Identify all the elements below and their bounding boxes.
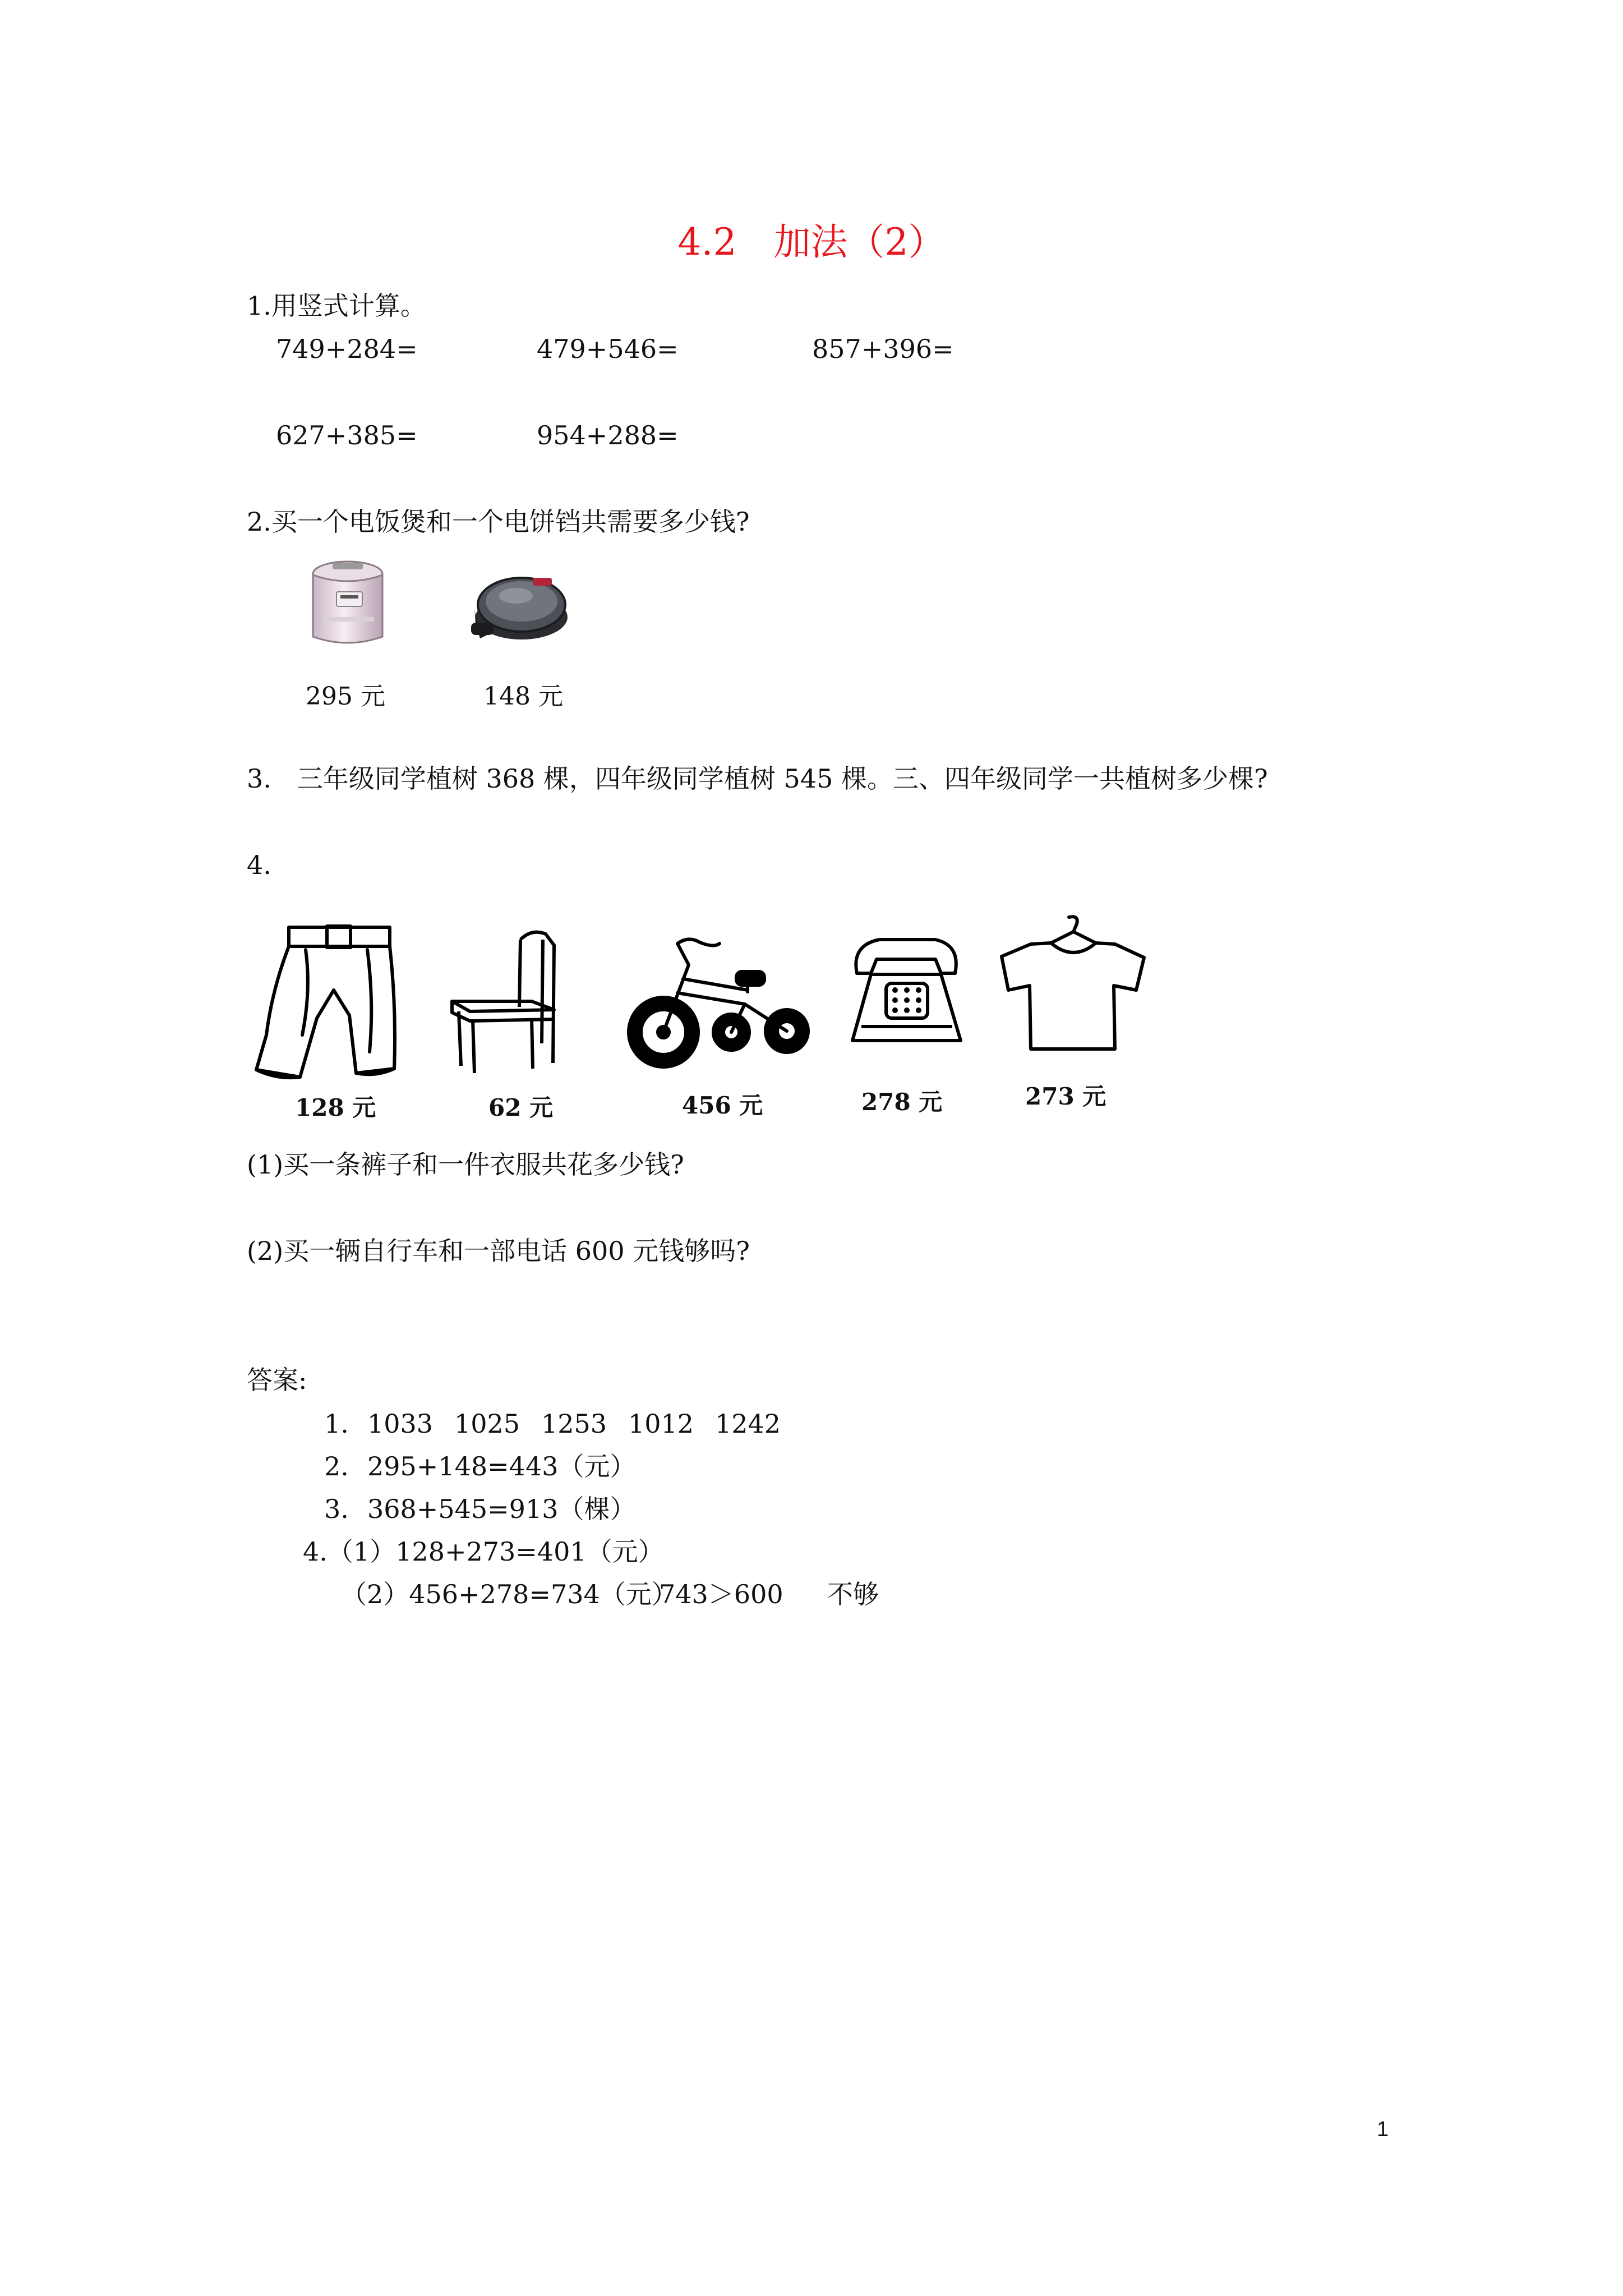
answer-4-2-comparison: 743＞600 [659,1579,783,1609]
answer-1-value: 1033 [367,1409,434,1439]
answer-4-2-result: 不够 [827,1579,879,1609]
page-number: 1 [1377,2118,1389,2141]
answer-1-value: 1012 [628,1409,694,1439]
telephone-icon [846,934,966,1049]
page-title: 4.2 加法（2） [677,220,946,264]
answer-3: 368+545=913（棵） [367,1494,636,1524]
pants-icon [250,923,401,1085]
q2-price-griddle: 148 元 [483,682,563,711]
q1-heading: 1.用竖式计算。 [247,291,426,321]
q4-sub-question-1: (1)买一条裤子和一件衣服共花多少钱? [247,1149,684,1180]
q4-price-pants: 128 元 [295,1094,376,1121]
tricycle-icon [621,931,812,1071]
q4-price-tshirt: 273 元 [1025,1083,1106,1110]
answers-heading: 答案: [247,1365,307,1395]
q3-text: 3. 三年级同学植树 368 棵，四年级同学植树 545 棵。三、四年级同学一共植树多少棵? [247,763,1268,794]
q4-sub-question-2: (2)买一辆自行车和一部电话 600 元钱够吗? [247,1236,750,1266]
q1-expr-1: 749+284= [276,334,418,364]
chair-icon [448,928,571,1074]
q4-heading: 4. [247,850,271,880]
q4-price-tricycle: 456 元 [682,1092,763,1119]
q1-expr-2: 479+546= [537,334,679,364]
q1-expr-4: 627+385= [276,420,418,450]
rice-cooker-icon [306,558,390,648]
q2-heading: 2.买一个电饭煲和一个电饼铛共需要多少钱? [247,507,750,537]
answer-3-number: 3. [324,1494,349,1524]
q4-price-chair: 62 元 [488,1094,554,1121]
answer-1-number: 1. [324,1409,349,1439]
answer-1-value: 1253 [541,1409,607,1439]
answer-2-number: 2. [324,1451,349,1481]
answer-1-value: 1025 [454,1409,520,1439]
answer-4-1: 4.（1）128+273=401（元） [303,1536,664,1567]
answer-4-2: （2）456+278=734（元） [341,1579,677,1609]
q4-price-telephone: 278 元 [861,1088,943,1116]
answer-2: 295+148=443（元） [367,1451,636,1481]
electric-griddle-icon [470,568,571,643]
q1-expr-5: 954+288= [537,420,679,450]
tshirt-icon [997,912,1149,1052]
q2-price-rice-cooker: 295 元 [306,682,385,711]
q1-expr-3: 857+396= [812,334,954,364]
answer-1-value: 1242 [715,1409,781,1439]
